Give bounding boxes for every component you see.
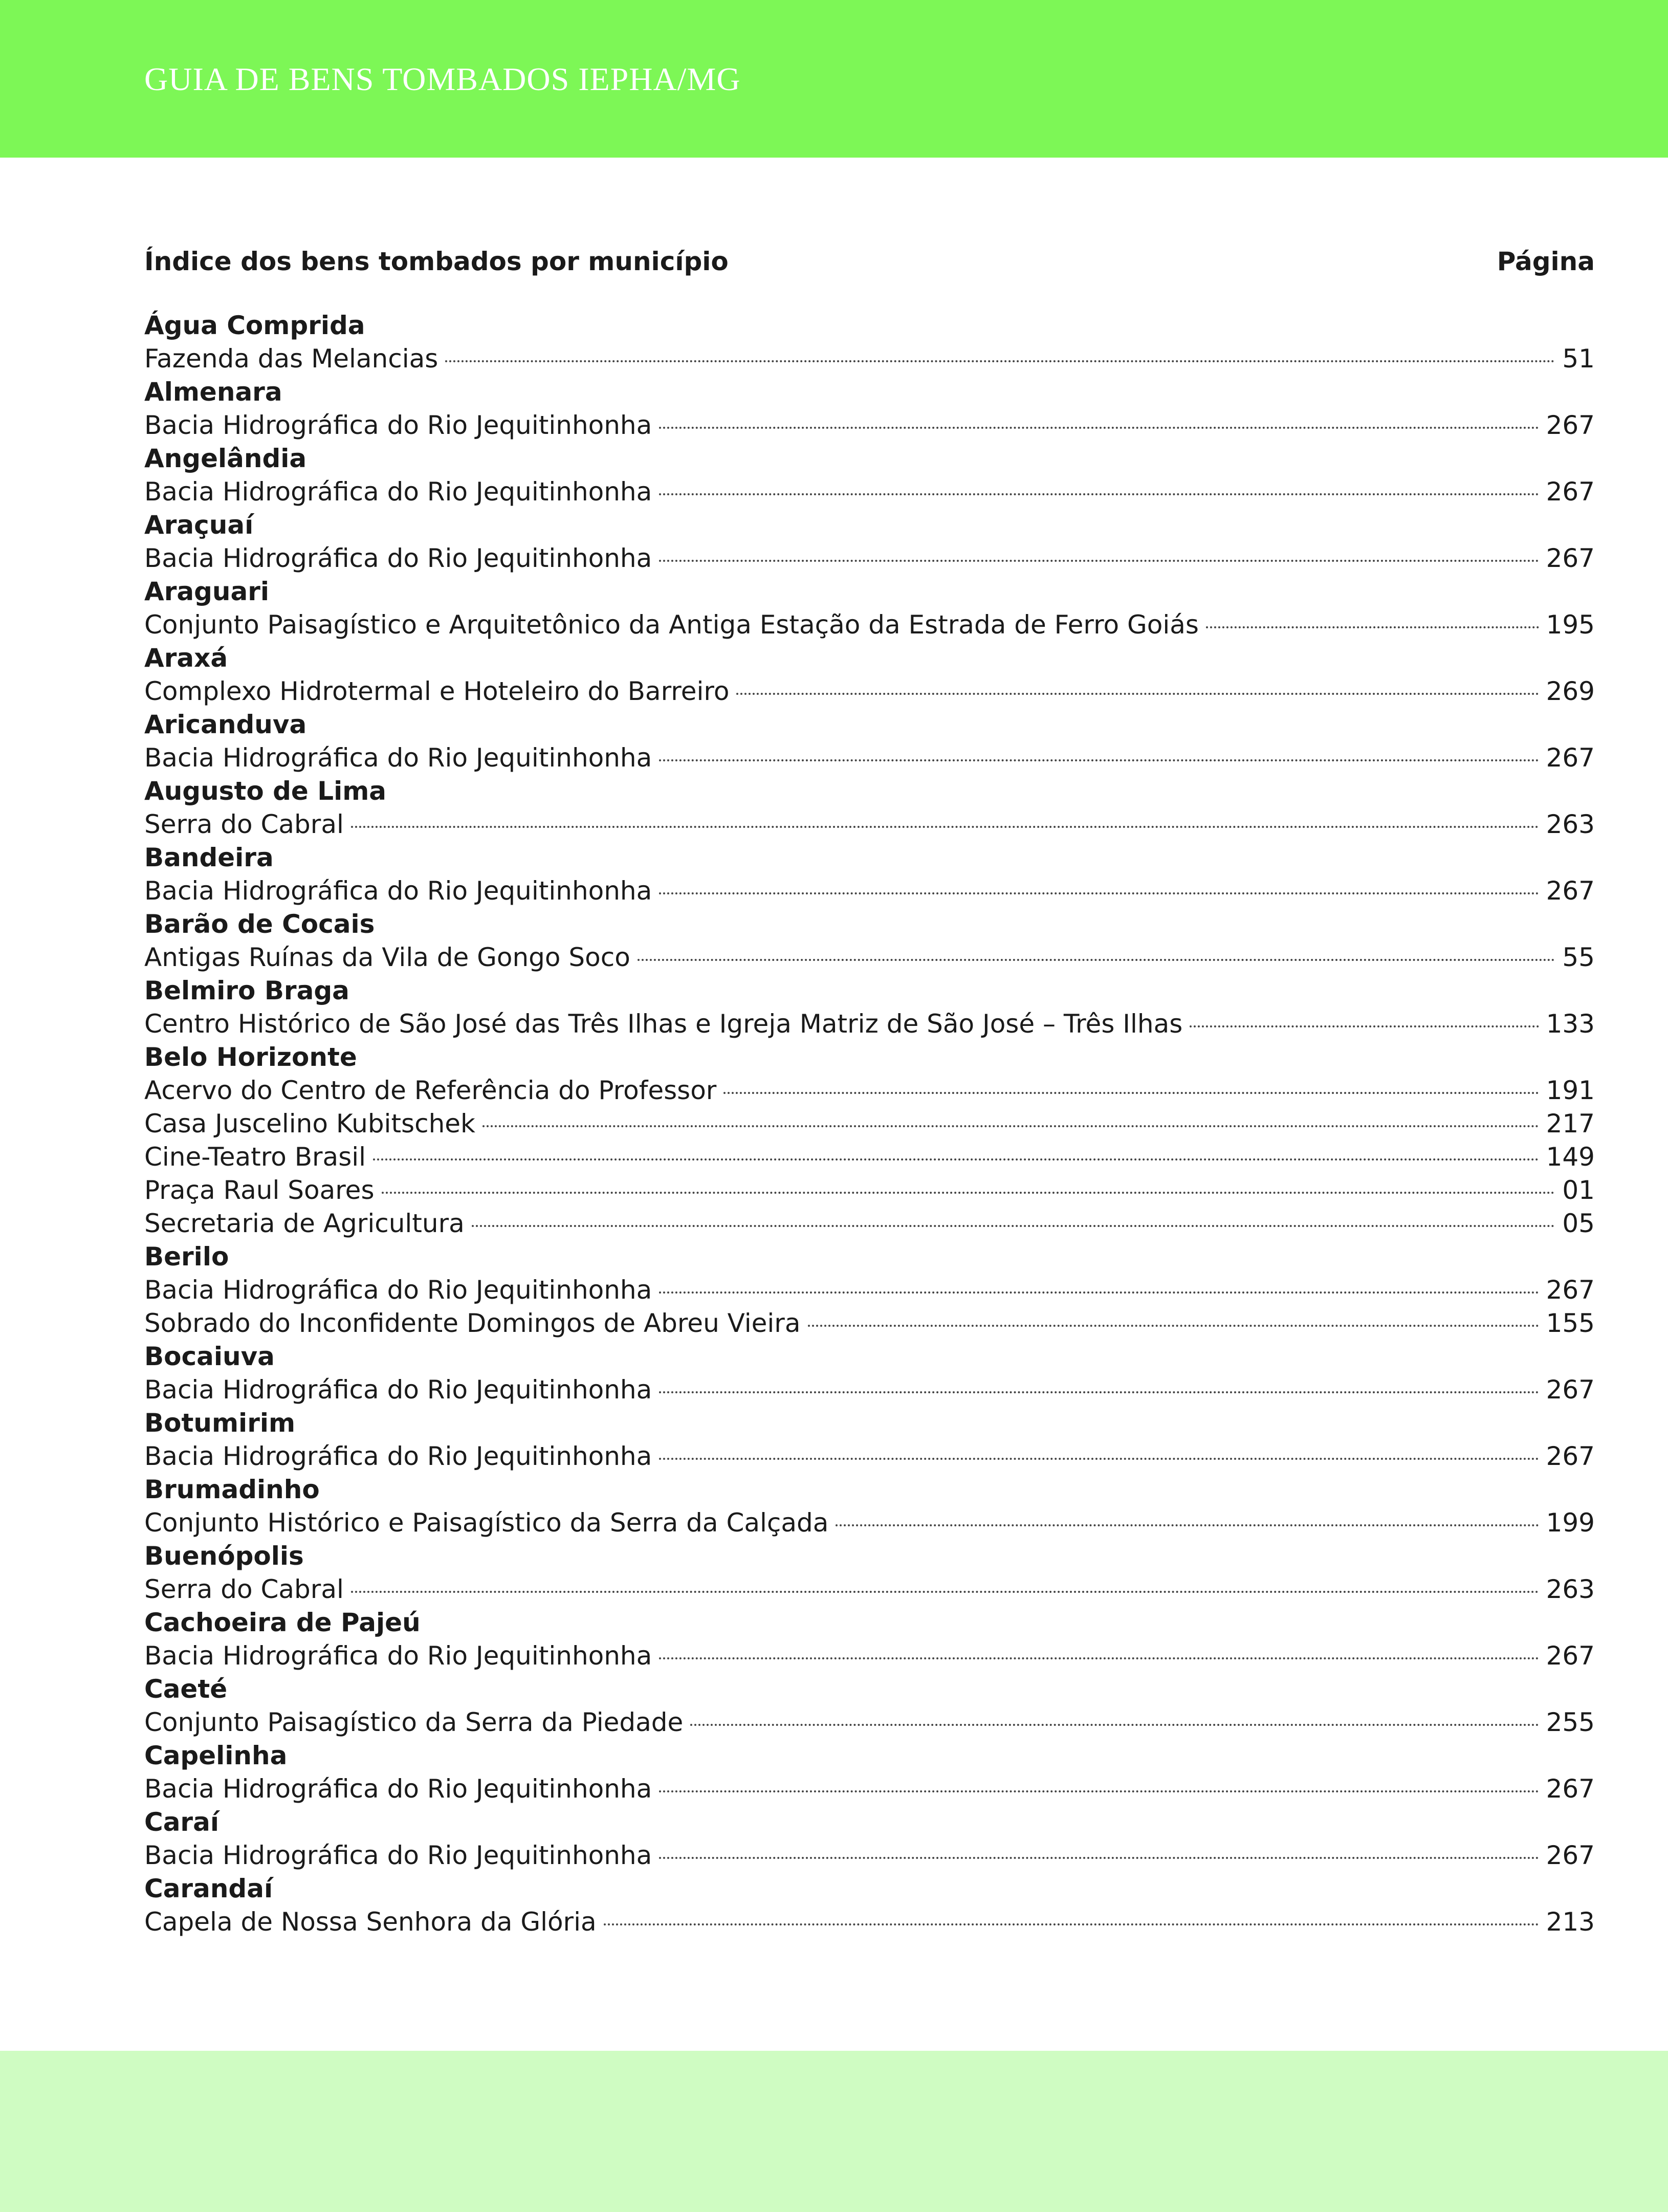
entry-page-number: 155 xyxy=(1546,1308,1595,1338)
dot-leader xyxy=(808,1325,1539,1327)
municipio-group xyxy=(144,1673,1595,1739)
municipio-group xyxy=(144,1806,1595,1872)
dot-leader xyxy=(659,1790,1539,1792)
municipio-name: Augusto de Lima xyxy=(144,776,387,806)
index-entry xyxy=(144,1373,1595,1407)
index-heading: Índice dos bens tombados por município xyxy=(144,247,729,276)
municipio-group xyxy=(144,1240,1595,1340)
index-entry xyxy=(144,1307,1595,1340)
dot-leader xyxy=(690,1724,1539,1726)
index-entry xyxy=(144,1207,1595,1240)
entry-title: Bacia Hidrográfica do Rio Jequitinhonha xyxy=(144,477,652,507)
entry-title: Capela de Nossa Senhora da Glória xyxy=(144,1907,597,1937)
index-entry xyxy=(144,1107,1595,1141)
dot-leader xyxy=(659,1391,1539,1393)
dot-leader xyxy=(659,759,1539,761)
entry-page-number: 05 xyxy=(1562,1209,1595,1238)
entry-page-number: 267 xyxy=(1546,1275,1595,1305)
footer-band xyxy=(0,2051,1668,2212)
entry-page-number: 133 xyxy=(1546,1009,1595,1039)
entry-page-number: 213 xyxy=(1546,1907,1595,1937)
municipio-name: Berilo xyxy=(144,1242,229,1272)
index-entry xyxy=(144,1008,1595,1041)
entry-title: Casa Juscelino Kubitschek xyxy=(144,1109,475,1138)
municipio-name: Araxá xyxy=(144,643,228,673)
index-entry xyxy=(144,941,1595,974)
entry-title: Centro Histórico de São José das Três Ilhas e Igreja Matriz de São José – Três Ilhas xyxy=(144,1009,1183,1039)
entry-page-number: 267 xyxy=(1546,1641,1595,1671)
entry-page-number: 267 xyxy=(1546,1774,1595,1804)
entry-page-number: 149 xyxy=(1546,1142,1595,1172)
entry-title: Bacia Hidrográfica do Rio Jequitinhonha xyxy=(144,1441,652,1471)
entry-title: Antigas Ruínas da Vila de Gongo Soco xyxy=(144,943,630,972)
index-entry xyxy=(144,874,1595,908)
index-header-row xyxy=(144,247,1595,289)
municipio-group xyxy=(144,1473,1595,1540)
entry-title: Cine-Teatro Brasil xyxy=(144,1142,366,1172)
index-entry xyxy=(144,1440,1595,1473)
entry-title: Complexo Hidrotermal e Hoteleiro do Barreiro xyxy=(144,676,730,706)
dot-leader xyxy=(659,1657,1539,1659)
entry-title: Bacia Hidrográfica do Rio Jequitinhonha xyxy=(144,743,652,773)
dot-leader xyxy=(736,693,1539,695)
municipio-group xyxy=(144,642,1595,708)
municipio-name: Araguari xyxy=(144,577,270,606)
municipio-name: Barão de Cocais xyxy=(144,909,375,939)
municipio-group xyxy=(144,708,1595,775)
dot-leader xyxy=(659,427,1539,429)
municipio-group xyxy=(144,309,1595,376)
dot-leader xyxy=(382,1192,1555,1194)
index-list xyxy=(144,309,1595,1939)
municipio-name: Angelândia xyxy=(144,444,307,473)
entry-page-number: 269 xyxy=(1546,676,1595,706)
dot-leader xyxy=(723,1092,1539,1094)
municipality-index xyxy=(144,247,1595,1939)
index-entry xyxy=(144,1839,1595,1872)
municipio-name: Almenara xyxy=(144,377,282,407)
dot-leader xyxy=(659,560,1539,562)
index-entry xyxy=(144,342,1595,376)
index-entry xyxy=(144,741,1595,775)
index-entry xyxy=(144,808,1595,841)
municipio-group xyxy=(144,841,1595,908)
entry-title: Bacia Hidrográfica do Rio Jequitinhonha xyxy=(144,876,652,906)
municipio-group xyxy=(144,908,1595,974)
index-entry xyxy=(144,1141,1595,1174)
municipio-group xyxy=(144,376,1595,442)
municipio-name: Bandeira xyxy=(144,843,274,872)
entry-page-number: 199 xyxy=(1546,1508,1595,1538)
municipio-group xyxy=(144,1606,1595,1673)
index-entry xyxy=(144,1639,1595,1673)
municipio-name: Caraí xyxy=(144,1807,219,1837)
page-column-label: Página xyxy=(1497,247,1595,276)
index-entry xyxy=(144,1573,1595,1606)
dot-leader xyxy=(1206,626,1539,628)
entry-title: Conjunto Paisagístico e Arquitetônico da Antiga Estação da Estrada de Ferro Goiás xyxy=(144,610,1199,640)
index-entry xyxy=(144,1906,1595,1939)
dot-leader xyxy=(472,1225,1555,1227)
entry-page-number: 195 xyxy=(1546,610,1595,640)
entry-title: Serra do Cabral xyxy=(144,809,344,839)
municipio-name: Carandaí xyxy=(144,1874,273,1903)
entry-title: Conjunto Histórico e Paisagístico da Serra da Calçada xyxy=(144,1508,829,1538)
entry-page-number: 51 xyxy=(1562,344,1595,374)
municipio-group xyxy=(144,1407,1595,1473)
dot-leader xyxy=(445,360,1555,362)
index-entry xyxy=(144,675,1595,708)
entry-page-number: 267 xyxy=(1546,410,1595,440)
dot-leader xyxy=(659,1291,1539,1294)
dot-leader xyxy=(604,1923,1539,1925)
entry-page-number: 267 xyxy=(1546,477,1595,507)
municipio-name: Aricanduva xyxy=(144,710,307,739)
index-entry xyxy=(144,1506,1595,1540)
index-entry xyxy=(144,409,1595,442)
entry-title: Bacia Hidrográfica do Rio Jequitinhonha xyxy=(144,1774,652,1804)
municipio-group xyxy=(144,509,1595,575)
entry-page-number: 267 xyxy=(1546,1441,1595,1471)
entry-title: Serra do Cabral xyxy=(144,1574,344,1604)
dot-leader xyxy=(659,1458,1539,1460)
municipio-group xyxy=(144,1540,1595,1606)
index-entry xyxy=(144,608,1595,642)
municipio-group xyxy=(144,974,1595,1041)
entry-page-number: 01 xyxy=(1562,1175,1595,1205)
entry-title: Bacia Hidrográfica do Rio Jequitinhonha xyxy=(144,1841,652,1870)
entry-title: Sobrado do Inconfidente Domingos de Abreu Vieira xyxy=(144,1308,801,1338)
entry-page-number: 267 xyxy=(1546,876,1595,906)
municipio-name: Brumadinho xyxy=(144,1475,320,1504)
index-entry xyxy=(144,1274,1595,1307)
municipio-name: Bocaiuva xyxy=(144,1342,275,1371)
index-entry xyxy=(144,1772,1595,1806)
entry-page-number: 267 xyxy=(1546,1841,1595,1870)
entry-page-number: 55 xyxy=(1562,943,1595,972)
entry-title: Bacia Hidrográfica do Rio Jequitinhonha xyxy=(144,410,652,440)
dot-leader xyxy=(638,959,1555,961)
municipio-name: Capelinha xyxy=(144,1741,288,1770)
entry-title: Praça Raul Soares xyxy=(144,1175,375,1205)
dot-leader xyxy=(1190,1025,1539,1027)
header-band xyxy=(0,0,1668,158)
municipio-group xyxy=(144,775,1595,841)
municipio-group xyxy=(144,1872,1595,1939)
entry-page-number: 267 xyxy=(1546,543,1595,573)
dot-leader xyxy=(659,892,1539,894)
entry-page-number: 263 xyxy=(1546,809,1595,839)
entry-title: Fazenda das Melancias xyxy=(144,344,438,374)
entry-title: Bacia Hidrográfica do Rio Jequitinhonha xyxy=(144,1641,652,1671)
entry-title: Bacia Hidrográfica do Rio Jequitinhonha xyxy=(144,543,652,573)
municipio-name: Cachoeira de Pajeú xyxy=(144,1608,421,1637)
entry-title: Bacia Hidrográfica do Rio Jequitinhonha xyxy=(144,1375,652,1405)
guide-title: GUIA DE BENS TOMBADOS IEPHA/MG xyxy=(144,61,741,97)
municipio-name: Água Comprida xyxy=(144,311,365,340)
municipio-group xyxy=(144,575,1595,642)
municipio-name: Caeté xyxy=(144,1674,228,1704)
entry-page-number: 267 xyxy=(1546,743,1595,773)
entry-page-number: 263 xyxy=(1546,1574,1595,1604)
municipio-group xyxy=(144,1340,1595,1407)
municipio-group xyxy=(144,1739,1595,1806)
dot-leader xyxy=(836,1524,1539,1526)
municipio-name: Belo Horizonte xyxy=(144,1042,357,1072)
municipio-name: Botumirim xyxy=(144,1408,296,1438)
municipio-name: Belmiro Braga xyxy=(144,976,349,1005)
municipio-group xyxy=(144,1041,1595,1240)
municipio-group xyxy=(144,442,1595,509)
entry-page-number: 267 xyxy=(1546,1375,1595,1405)
index-entry xyxy=(144,1174,1595,1207)
index-entry xyxy=(144,1706,1595,1739)
municipio-name: Araçuaí xyxy=(144,510,254,540)
municipio-name: Buenópolis xyxy=(144,1541,304,1571)
entry-title: Acervo do Centro de Referência do Professor xyxy=(144,1076,717,1105)
entry-page-number: 217 xyxy=(1546,1109,1595,1138)
dot-leader xyxy=(482,1125,1539,1127)
index-entry xyxy=(144,542,1595,575)
dot-leader xyxy=(659,493,1539,495)
entry-page-number: 255 xyxy=(1546,1707,1595,1737)
entry-page-number: 191 xyxy=(1546,1076,1595,1105)
dot-leader xyxy=(659,1857,1539,1859)
dot-leader xyxy=(351,826,1539,828)
entry-title: Conjunto Paisagístico da Serra da Piedade xyxy=(144,1707,684,1737)
dot-leader xyxy=(351,1591,1539,1593)
dot-leader xyxy=(373,1158,1539,1160)
index-entry xyxy=(144,1074,1595,1107)
entry-title: Bacia Hidrográfica do Rio Jequitinhonha xyxy=(144,1275,652,1305)
entry-title: Secretaria de Agricultura xyxy=(144,1209,465,1238)
index-entry xyxy=(144,475,1595,509)
